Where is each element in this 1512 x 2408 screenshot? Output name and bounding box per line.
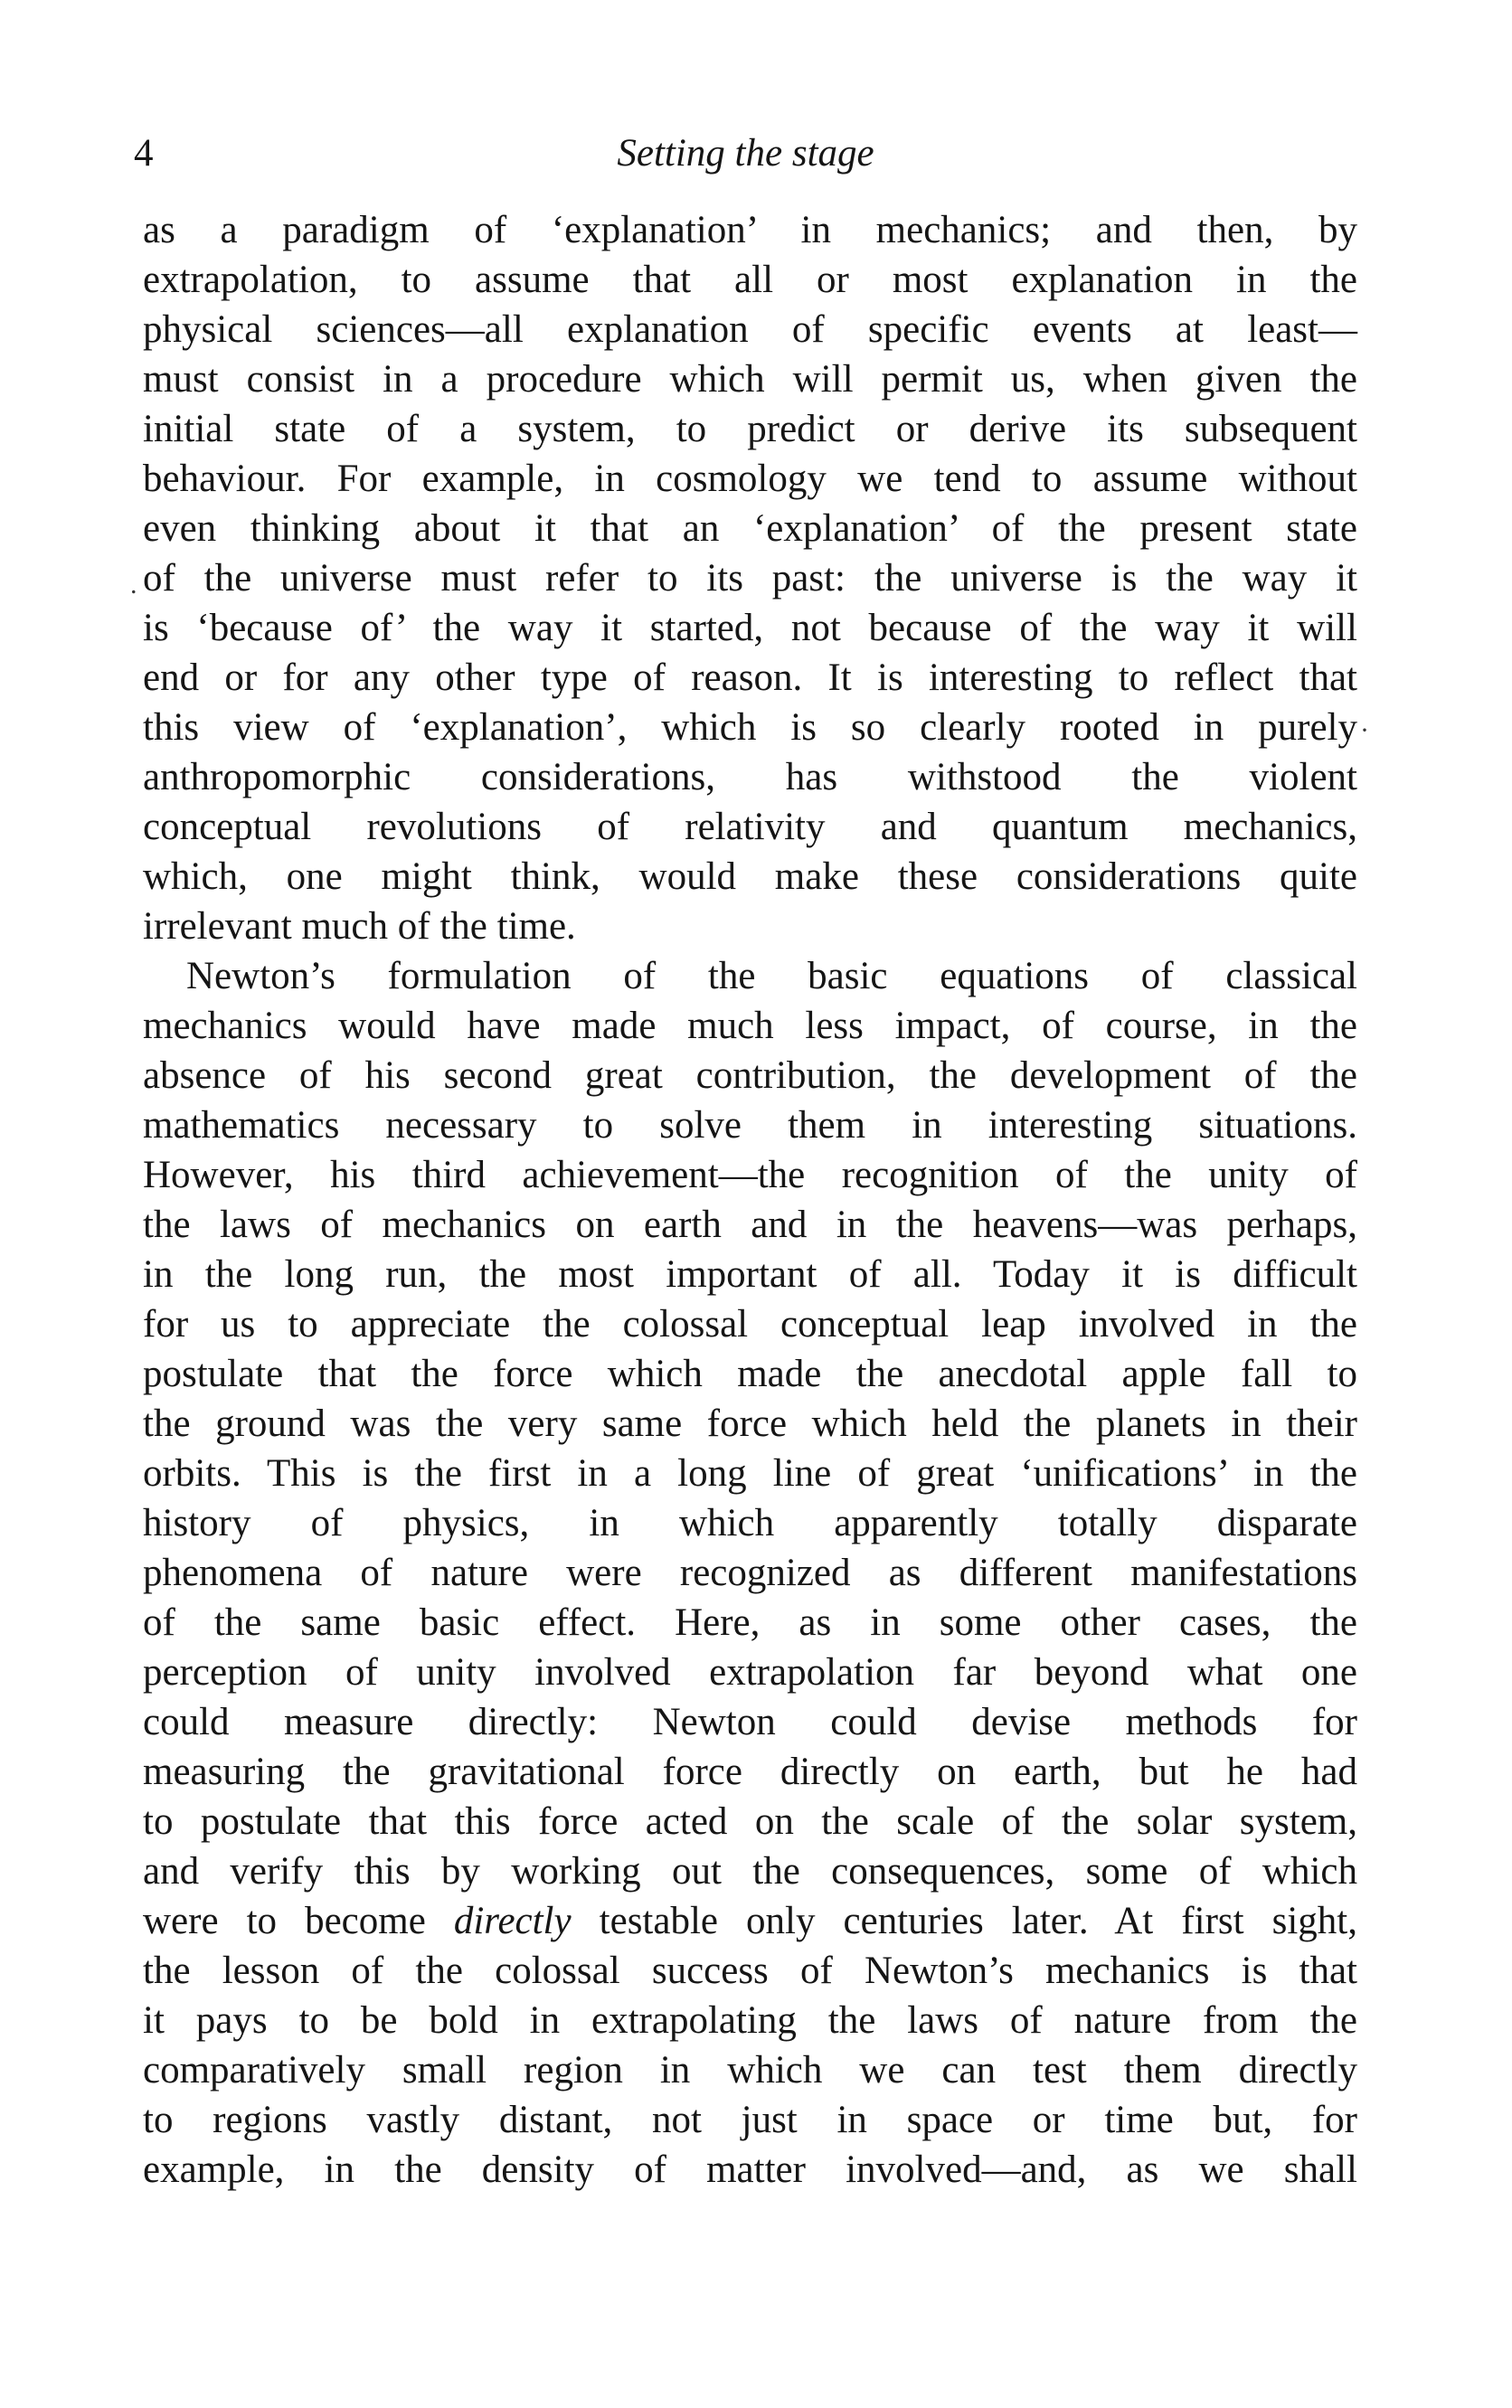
text-line: even thinking about it that an ‘explanation’ of the present state [143, 507, 1357, 550]
text-line: irrelevant much of the time. [143, 905, 576, 948]
text-line: anthropomorphic considerations, has withstood the violent [143, 756, 1357, 798]
text-line: to regions vastly distant, not just in space or time but, for [143, 2099, 1357, 2141]
text-line: absence of his second great contribution, the development of the [143, 1054, 1357, 1097]
page-number: 4 [134, 132, 154, 175]
text-line: postulate that the force which made the anecdotal apple fall to [143, 1353, 1357, 1395]
text-line: of the universe must refer to its past: the universe is the way it [143, 557, 1357, 600]
text-line: the lesson of the colossal success of Newton’s mechanics is that [143, 1950, 1357, 1992]
emphasized-word: directly [453, 1900, 572, 1942]
text-line-with-emphasis [143, 1896, 1357, 1946]
text-line: of the same basic effect. Here, as in some other cases, the [143, 1601, 1357, 1644]
stray-print-mark: · [1360, 715, 1369, 745]
text-line: mechanics would have made much less impact, of course, in the [143, 1005, 1357, 1047]
running-title: Setting the stage [617, 132, 874, 175]
text-line: example, in the density of matter involved—and, as we shall [143, 2148, 1357, 2191]
text-segment: testable only centuries later. At first sight, [571, 1900, 1357, 1942]
text-line: which, one might think, would make these considerations quite [143, 855, 1357, 898]
text-line: history of physics, in which apparently totally disparate [143, 1502, 1357, 1544]
stray-print-mark: . [130, 570, 137, 600]
text-line: physical sciences—all explanation of specific events at least— [143, 308, 1357, 351]
text-line: mathematics necessary to solve them in interesting situations. [143, 1104, 1357, 1147]
text-line: measuring the gravitational force directly on earth, but he had [143, 1751, 1357, 1793]
text-line: to postulate that this force acted on the scale of the solar system, [143, 1800, 1357, 1843]
text-line: as a paradigm of ‘explanation’ in mechanics; and then, by [143, 209, 1357, 251]
text-line: phenomena of nature were recognized as different manifestations [143, 1552, 1357, 1594]
body-text [143, 205, 1357, 2195]
text-line: this view of ‘explanation’, which is so clearly rooted in purely [143, 706, 1357, 749]
text-line: it pays to be bold in extrapolating the laws of nature from the [143, 1999, 1357, 2042]
text-line: behaviour. For example, in cosmology we tend to assume without [143, 458, 1357, 500]
text-line: extrapolation, to assume that all or most explanation in the [143, 259, 1357, 301]
text-line: must consist in a procedure which will permit us, when given the [143, 358, 1357, 401]
text-line: is ‘because of’ the way it started, not because of the way it will [143, 607, 1357, 649]
text-line: the ground was the very same force which held the planets in their [143, 1402, 1357, 1445]
text-line: conceptual revolutions of relativity and quantum mechanics, [143, 806, 1357, 848]
text-line: for us to appreciate the colossal conceptual leap involved in the [143, 1303, 1357, 1346]
text-line: end or for any other type of reason. It is interesting to reflect that [143, 656, 1357, 699]
text-line: and verify this by working out the consequences, some of which [143, 1850, 1357, 1893]
text-segment: were to become [143, 1900, 454, 1942]
text-line: Newton’s formulation of the basic equations of classical [186, 955, 1357, 997]
text-line: in the long run, the most important of all. Today it is difficult [143, 1253, 1357, 1296]
text-line: However, his third achievement—the recognition of the unity of [143, 1154, 1357, 1196]
text-line: initial state of a system, to predict or derive its subsequent [143, 408, 1357, 450]
text-line: orbits. This is the first in a long line of great ‘unifications’ in the [143, 1452, 1357, 1495]
text-line: the laws of mechanics on earth and in the heavens—was perhaps, [143, 1204, 1357, 1246]
text-line: perception of unity involved extrapolation far beyond what one [143, 1651, 1357, 1694]
text-line: could measure directly: Newton could devise methods for [143, 1701, 1357, 1743]
running-head [134, 127, 1357, 181]
text-line: comparatively small region in which we can test them directly [143, 2049, 1357, 2092]
